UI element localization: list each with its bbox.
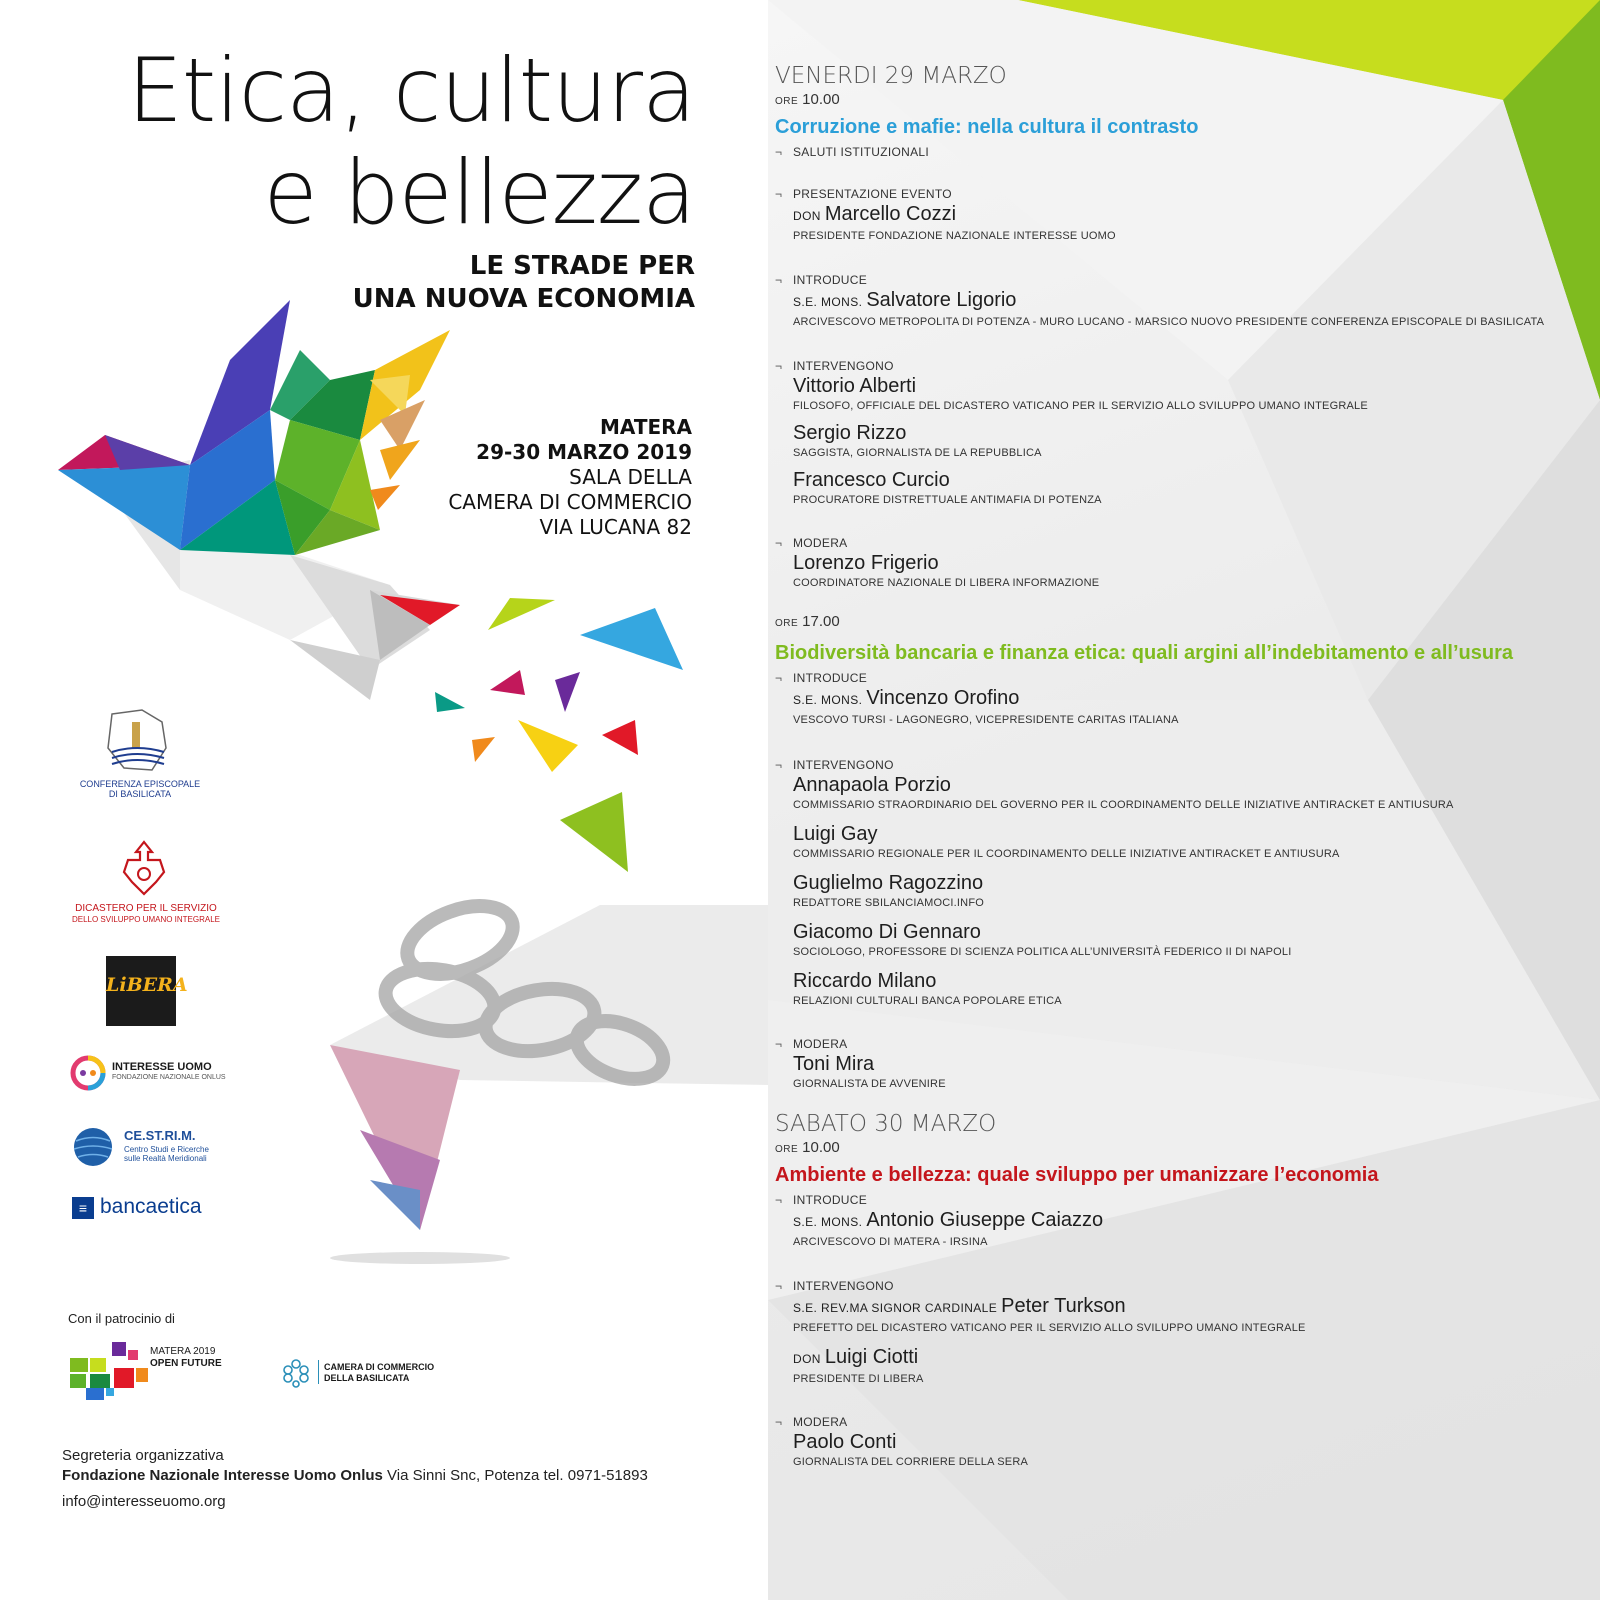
day-heading-friday: VENERDI 29 MARZO	[775, 63, 1007, 89]
dicastero-line-1: DICASTERO PER IL SERVIZIO	[75, 903, 217, 914]
role-label: ¬ INTERVENGONO	[775, 359, 894, 373]
moderator-entry: Lorenzo Frigerio COORDINATORE NAZIONALE DI LIBERA INFORMAZIONE	[793, 552, 1100, 589]
speaker-entry: S.E. MONS. Salvatore Ligorio ARCIVESCOVO METROPOLITA DI POTENZA - MURO LUCANO - MARSICO NUOVO PRESIDENTE CONFERENZA EPISCOPALE DI BASILICATA	[793, 289, 1545, 328]
venue-line-3: VIA LUCANA 82	[539, 515, 692, 539]
role-label: ¬ INTRODUCE	[775, 273, 868, 287]
camera-commercio-pattern-icon	[280, 1358, 312, 1388]
cestrim-line-3: sulle Realtà Meridionali	[124, 1154, 207, 1163]
interesse-uomo-circle-icon	[70, 1055, 106, 1091]
speaker-entry: DON Luigi Ciotti PRESIDENTE DI LIBERA	[793, 1346, 924, 1385]
matera-line-1: MATERA 2019	[150, 1346, 216, 1357]
role-label: ¬ MODERA	[775, 536, 848, 550]
speaker-entry: Vittorio Alberti FILOSOFO, OFFICIALE DEL DICASTERO VATICANO PER IL SERVIZIO ALLO SVILUPPO UMANO INTEGRALE	[793, 375, 1368, 412]
role-label: ¬ INTERVENGONO	[775, 1279, 894, 1293]
speaker-entry: S.E. MONS. Vincenzo Orofino VESCOVO TURSI - LAGONEGRO, VICEPRESIDENTE CARITAS ITALIANA	[793, 687, 1179, 726]
role-label: ¬ PRESENTAZIONE EVENTO	[775, 187, 952, 201]
speaker-entry: S.E. MONS. Antonio Giuseppe Caiazzo ARCIVESCOVO DI MATERA - IRSINA	[793, 1209, 1104, 1248]
logo-dicastero	[66, 838, 226, 925]
speaker-entry: Riccardo Milano RELAZIONI CULTURALI BANCA POPOLARE ETICA	[793, 970, 1062, 1007]
logo-libera	[106, 956, 188, 1026]
speaker-entry: Guglielmo Ragozzino REDATTORE SBILANCIAMOCI.INFO	[793, 872, 984, 909]
subtitle-line-2: UNA NUOVA ECONOMIA	[352, 284, 695, 314]
role-label: ¬ INTRODUCE	[775, 1193, 868, 1207]
vatican-coat-of-arms-icon	[116, 838, 172, 898]
logo-bancaetica	[72, 1196, 272, 1220]
speaker-entry: Giacomo Di Gennaro SOCIOLOGO, PROFESSORE DI SCIENZA POLITICA ALL’UNIVERSITÀ FEDERICO II DI NAPOLI	[793, 921, 1292, 958]
ceb-line-1: CONFERENZA EPISCOPALE	[79, 779, 201, 789]
role-label: ¬ INTERVENGONO	[775, 758, 894, 772]
camera-line-1: CAMERA DI COMMERCIO	[324, 1362, 435, 1372]
title-line-1: Etica, cultura	[127, 39, 695, 142]
secretary-org: Fondazione Nazionale Interesse Uomo Onlus	[62, 1467, 383, 1484]
role-label: ¬ INTRODUCE	[775, 671, 868, 685]
title-line-2: e bellezza	[263, 141, 695, 244]
logo-matera-2019	[70, 1342, 240, 1402]
speaker-entry: DON Marcello Cozzi PRESIDENTE FONDAZIONE NAZIONALE INTERESSE UOMO	[793, 203, 1116, 242]
role-label: ¬ SALUTI ISTITUZIONALI	[775, 145, 930, 159]
speaker-entry: Francesco Curcio PROCURATORE DISTRETTUALE ANTIMAFIA DI POTENZA	[793, 469, 1102, 506]
ceb-line-2: DI BASILICATA	[108, 789, 172, 799]
secretary-address: Via Sinni Snc, Potenza tel. 0971-51893	[382, 1467, 648, 1484]
session-title-corruzione: Corruzione e mafie: nella cultura il contrasto	[775, 116, 1199, 138]
speaker-entry: Sergio Rizzo SAGGISTA, GIORNALISTA DE LA REPUBBLICA	[793, 422, 1042, 459]
venue-dates: 29-30 MARZO 2019	[476, 440, 692, 464]
cestrim-line-2: Centro Studi e Ricerche	[124, 1145, 209, 1154]
secretary-block	[62, 1446, 648, 1486]
subtitle-line-1: LE STRADE PER	[469, 251, 695, 281]
email-link[interactable]: info@interesseuomo.org	[62, 1493, 226, 1510]
speaker-entry: Annapaola Porzio COMMISSARIO STRAORDINARIO DEL GOVERNO PER IL COORDINAMENTO DELLE INIZIATIVE ANTIRACKET E ANTIUSURA	[793, 774, 1454, 811]
dicastero-line-2: DELLO SVILUPPO UMANO INTEGRALE	[71, 915, 221, 924]
libera-wordmark: LiBERA	[106, 974, 188, 996]
speaker-entry: S.E. REV.MA SIGNOR CARDINALE Peter Turkson PREFETTO DEL DICASTERO VATICANO PER IL SERVIZIO ALLO SVILUPPO UMANO INTEGRALE	[793, 1295, 1306, 1334]
bancaetica-mark-icon: ≡	[72, 1197, 94, 1219]
session-title-biodiversita: Biodiversità bancaria e finanza etica: quali argini all’indebitamento e all’usura	[775, 642, 1513, 664]
session-title-ambiente: Ambiente e bellezza: quale sviluppo per umanizzare l’economia	[775, 1164, 1379, 1186]
patronage-label: Con il patrocinio di	[68, 1311, 175, 1326]
session-time: ORE 10.00	[775, 1139, 840, 1156]
basilicata-map-icon	[102, 708, 172, 774]
session-time: ORE 10.00	[775, 91, 840, 108]
moderator-entry: Paolo Conti GIORNALISTA DEL CORRIERE DELLA SERA	[793, 1431, 1029, 1468]
venue-line-2: CAMERA DI COMMERCIO	[448, 490, 692, 514]
logo-camera-commercio-basilicata	[280, 1358, 460, 1388]
role-label: ¬ MODERA	[775, 1037, 848, 1051]
day-heading-saturday: SABATO 30 MARZO	[775, 1111, 997, 1137]
globe-icon	[70, 1126, 116, 1168]
main-title	[127, 40, 695, 244]
moderator-entry: Toni Mira GIORNALISTA DE AVVENIRE	[793, 1053, 946, 1090]
logo-conferenza-episcopale	[70, 708, 210, 799]
logo-interesse-uomo	[70, 1055, 240, 1091]
secretary-label: Segreteria organizzativa	[62, 1447, 224, 1464]
venue-line-1: SALA DELLA	[569, 465, 692, 489]
venue-city: MATERA	[599, 415, 692, 439]
bancaetica-wordmark: bancaetica	[100, 1195, 202, 1218]
role-label: ¬ MODERA	[775, 1415, 848, 1429]
session-time: ORE 17.00	[775, 613, 840, 630]
program-column	[775, 62, 1575, 1470]
interesse-line-2: FONDAZIONE NAZIONALE ONLUS	[112, 1074, 226, 1081]
speaker-entry: Luigi Gay COMMISSARIO REGIONALE PER IL COORDINAMENTO DELLE INIZIATIVE ANTIRACKET E ANTIUSURA	[793, 823, 1340, 860]
interesse-line-1: INTERESSE UOMO	[112, 1061, 212, 1073]
matera-2019-squares-icon	[70, 1342, 152, 1402]
cestrim-line-1: CE.ST.RI.M.	[124, 1128, 196, 1143]
camera-line-2: DELLA BASILICATA	[324, 1373, 410, 1383]
matera-line-2: OPEN FUTURE	[150, 1358, 222, 1369]
logo-cestrim	[70, 1126, 250, 1168]
